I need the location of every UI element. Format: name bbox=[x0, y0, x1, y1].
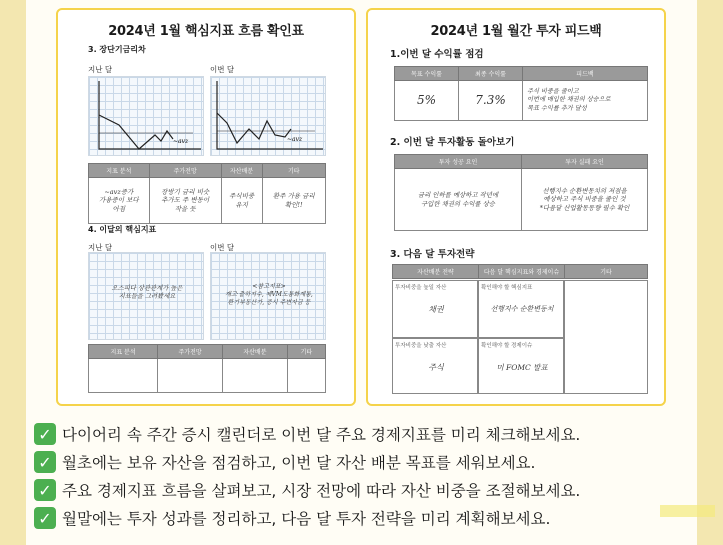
box-label: 투자비중을 높일 자산 bbox=[395, 285, 447, 291]
economic-issue-box bbox=[478, 338, 564, 394]
check-mark-icon: ✓ bbox=[34, 423, 56, 445]
yellow-highlight-strip bbox=[660, 505, 715, 517]
prev-month-chart-grid bbox=[88, 76, 204, 156]
table-header: 다음 달 핵심지표와 경제이슈 bbox=[479, 265, 565, 279]
section-3-title: 3. 장단기금리차 bbox=[88, 45, 146, 54]
checklist-item bbox=[34, 448, 694, 476]
checklist-text: 월말에는 투자 성과를 정리하고, 다음 달 투자 전략을 미리 계획해보세요. bbox=[62, 510, 551, 528]
feedback-note: 주식 비중을 줄이고 이번에 매입한 채권의 상승으로 목표 수익률 추가 달성 bbox=[523, 81, 648, 121]
section-3-analysis-table bbox=[88, 163, 326, 224]
checklist-item bbox=[34, 476, 694, 504]
box-label: 확인해야 할 핵심지표 bbox=[481, 285, 533, 291]
table-header: 피드백 bbox=[523, 67, 648, 81]
prev-month-label: 지난 달 bbox=[88, 243, 113, 252]
section-1-title: 1.이번 달 수익률 점검 bbox=[390, 49, 484, 60]
box-label: 확인해야 할 경제이슈 bbox=[481, 343, 533, 349]
this-month-note-grid bbox=[210, 252, 326, 340]
prev-chart-annotation: ~avz bbox=[173, 138, 189, 145]
final-return-value: 7.3% bbox=[459, 81, 523, 121]
table-header: 목표 수익률 bbox=[395, 67, 459, 81]
check-mark-icon: ✓ bbox=[34, 507, 56, 529]
other-notes-box bbox=[564, 280, 648, 394]
failure-factor-note: 선행지수 순환변동치의 저점을 예상하고 주식 비중을 줄인 것 *다음달 산업활동동향 필수 확인 bbox=[522, 169, 648, 231]
table-header: 투자 성공 요인 bbox=[395, 155, 522, 169]
this-month-note: <참고지표> 재고·출하지수, 제VM도통화계통, 환기부동산가, 증시 주변자금 등 bbox=[225, 283, 313, 306]
check-mark-icon: ✓ bbox=[34, 479, 56, 501]
section-3-strategy-title: 3. 다음 달 투자전략 bbox=[390, 249, 475, 260]
section-4-title: 4. 이달의 핵심지표 bbox=[88, 225, 157, 234]
checklist-text: 월초에는 보유 자산을 점검하고, 이번 달 자산 배분 목표를 세워보세요. bbox=[62, 454, 536, 472]
checklist-item bbox=[34, 420, 694, 448]
box-label: 투자비중을 낮출 자산 bbox=[395, 343, 447, 349]
this-month-line-chart bbox=[211, 77, 327, 157]
section-2-title: 2. 이번 달 투자활동 돌아보기 bbox=[390, 137, 515, 148]
table-header: 자산배분 bbox=[223, 345, 288, 359]
prev-month-line-chart bbox=[89, 77, 205, 157]
return-check-table bbox=[394, 66, 648, 121]
increase-weight-box bbox=[392, 280, 478, 338]
prev-month-label: 지난 달 bbox=[88, 65, 113, 74]
table-cell: 장방기 금리 비슷 추가도 주 변동이 작을 듯 bbox=[149, 178, 221, 224]
decrease-weight-asset: 주식 bbox=[428, 363, 444, 372]
success-factor-note: 금리 인하를 예상하고 작년에 구입한 채권의 수익률 상승 bbox=[395, 169, 522, 231]
target-return-value: 5% bbox=[395, 81, 459, 121]
checklist-item bbox=[34, 504, 694, 532]
table-header: 자산배분 bbox=[221, 164, 262, 178]
left-page-title: 2024년 1월 핵심지표 흐름 확인표 bbox=[108, 24, 304, 39]
prev-month-note: 오스피다 상관관계가 높은 지표들을 그려봤세요 bbox=[111, 285, 183, 301]
table-header: 기타 bbox=[565, 265, 648, 279]
right-diary-page bbox=[366, 8, 666, 406]
strategy-header-table bbox=[392, 264, 648, 279]
table-header: 주가전망 bbox=[158, 345, 223, 359]
table-header: 지표 분석 bbox=[89, 164, 150, 178]
this-month-label: 이번 달 bbox=[210, 65, 235, 74]
table-cell: 주식비중 유지 bbox=[221, 178, 262, 224]
this-month-chart-grid bbox=[210, 76, 326, 156]
table-cell bbox=[158, 359, 223, 393]
table-cell: 환주 가용 금리 확인!! bbox=[262, 178, 326, 224]
table-header: 지표 분석 bbox=[89, 345, 158, 359]
left-diary-page bbox=[56, 8, 356, 406]
chart-axes bbox=[217, 81, 323, 149]
this-month-label: 이번 달 bbox=[210, 243, 235, 252]
tips-checklist bbox=[34, 420, 694, 532]
rate-spread-line bbox=[217, 113, 291, 143]
table-header: 최종 수익률 bbox=[459, 67, 523, 81]
table-header: 기타 bbox=[262, 164, 326, 178]
table-cell bbox=[223, 359, 288, 393]
checklist-text: 주요 경제지표 흐름을 살펴보고, 시장 전망에 따라 자산 비중을 조절해보세요. bbox=[62, 482, 581, 500]
checklist-text: 다이어리 속 주간 증시 캘린더로 이번 달 주요 경제지표를 미리 체크해보세요. bbox=[62, 426, 581, 444]
table-cell bbox=[89, 359, 158, 393]
this-chart-annotation: ~avz bbox=[287, 136, 303, 143]
economic-issue-value: 미 FOMC 발표 bbox=[496, 363, 548, 372]
check-mark-icon: ✓ bbox=[34, 451, 56, 473]
key-indicator-box bbox=[478, 280, 564, 338]
key-indicator-value: 선행지수 순환변동치 bbox=[490, 305, 554, 313]
rate-spread-line bbox=[99, 115, 173, 149]
table-cell: ~avz증가 가용증이 보다 아침 bbox=[89, 178, 150, 224]
increase-weight-asset: 채권 bbox=[428, 305, 444, 314]
prev-month-note-grid bbox=[88, 252, 204, 340]
table-header: 주가전망 bbox=[149, 164, 221, 178]
table-header: 투자 실패 요인 bbox=[522, 155, 648, 169]
right-page-title: 2024년 1월 월간 투자 피드백 bbox=[430, 24, 602, 39]
table-header: 자산배분 전략 bbox=[393, 265, 479, 279]
decrease-weight-box bbox=[392, 338, 478, 394]
table-header: 기타 bbox=[287, 345, 325, 359]
activity-review-table bbox=[394, 154, 648, 231]
section-4-analysis-table bbox=[88, 344, 326, 393]
table-cell bbox=[287, 359, 325, 393]
